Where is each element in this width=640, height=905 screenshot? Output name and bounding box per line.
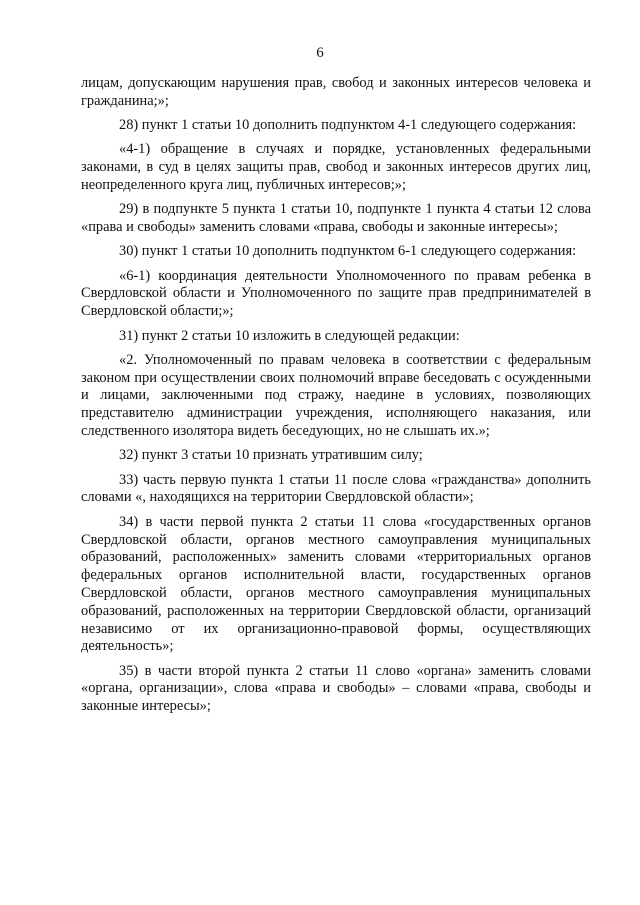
page-number: 6 (316, 45, 324, 61)
paragraph-quote-2: «2. Уполномоченный по правам человека в соответствии с федеральным законом при осуществлении своих полномочий вправе беседовать с осужденными и лицами, заключенными под стражу, наедине в условиях, позволяющих представителю администрации учреждения, исполняющего наказания, или следственного изолятора видеть беседующих, но не слышать их.»; (81, 351, 591, 440)
paragraph-quote-4-1: «4-1) обращение в случаях и порядке, установленных федеральными законами, в суд в целях защиты прав, свобод и законных интересов других лиц, неопределенного круга лиц, публичных интересов;»; (81, 141, 591, 193)
paragraph-item-28: 28) пункт 1 статьи 10 дополнить подпунктом 4-1 следующего содержания: (119, 117, 577, 134)
paragraph-continuation: лицам, допускающим нарушения прав, свобод и законных интересов человека и гражданина;»; (81, 75, 591, 109)
paragraph-quote-6-1: «6-1) координация деятельности Уполномоченного по правам ребенка в Свердловской области и Уполномоченного по защите прав предпринимателей в Свердловской области;»; (81, 267, 591, 320)
paragraph-item-31: 31) пункт 2 статьи 10 изложить в следующей редакции: (119, 327, 460, 344)
paragraph-item-35: 35) в части второй пункта 2 статьи 11 слово «органа» заменить словами «органа, организации», слова «права и свободы» – словами «права, свободы и законные интересы»; (81, 662, 591, 715)
paragraph-item-34: 34) в части первой пункта 2 статьи 11 слова «государственных органов Свердловской области, органов местного самоуправления муниципальных образований, расположенных» заменить словами «территориальных органов федеральных органов исполнительной власти, государственных органов Свердловской области, органов местного самоуправления муниципальных образований, расположенных на территории Свердловской области, организаций независимо от их организационно-правовой формы, осуществляющих деятельность»; (81, 513, 591, 655)
paragraph-item-32: 32) пункт 3 статьи 10 признать утратившим силу; (119, 447, 423, 464)
document-body (81, 75, 591, 723)
paragraph-item-29: 29) в подпункте 5 пункта 1 статьи 10, подпункте 1 пункта 4 статьи 12 слова «права и свободы» заменить словами «права, свободы и законные интересы»; (81, 201, 591, 236)
paragraph-item-30: 30) пункт 1 статьи 10 дополнить подпунктом 6-1 следующего содержания: (119, 243, 577, 260)
paragraph-item-33: 33) часть первую пункта 1 статьи 11 после слова «гражданства» дополнить словами «, находящихся на территории Свердловской области»; (81, 471, 591, 506)
